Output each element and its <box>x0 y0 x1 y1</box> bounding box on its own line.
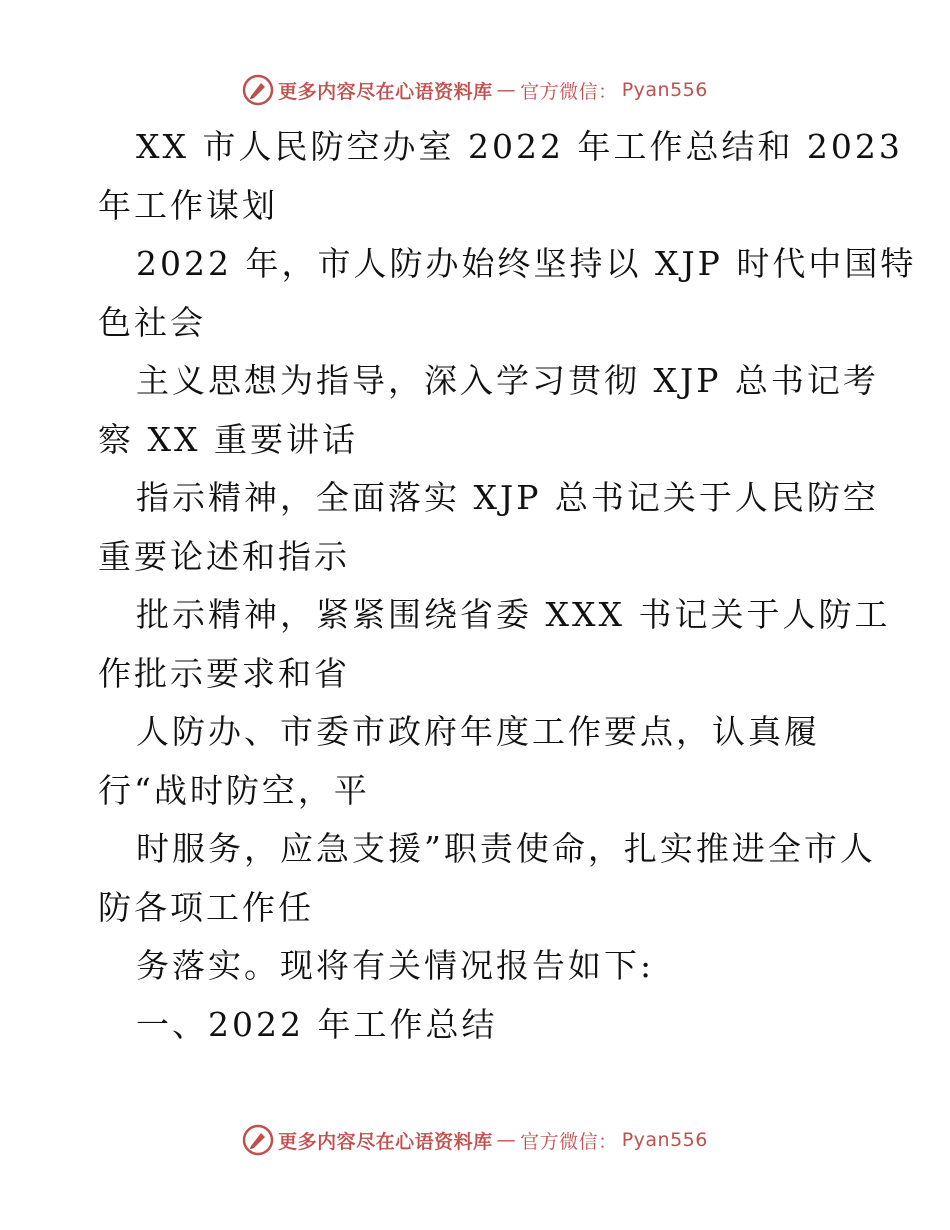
banner-main-text: 更多内容尽在心语资料库 <box>278 1130 493 1153</box>
document-line: 指示精神，全面落实 XJP 总书记关于人民防空 <box>136 478 879 517</box>
banner-wechat-id: Pyan556 <box>621 79 708 101</box>
document-line: 色社会 <box>98 302 206 342</box>
document-line: 察 XX 重要讲话 <box>98 419 358 459</box>
document-line: 行“战时防空，平 <box>98 770 370 810</box>
banner-dash: — <box>496 79 517 101</box>
pen-nib-logo-icon <box>242 74 274 106</box>
header-banner <box>0 70 950 110</box>
banner-dash: — <box>496 1129 517 1151</box>
document-line: 年工作谋划 <box>98 185 278 225</box>
banner-main-text: 更多内容尽在心语资料库 <box>278 80 493 103</box>
document-line: 2022 年，市人防办始终坚持以 XJP 时代中国特 <box>136 244 917 283</box>
document-line: 作批示要求和省 <box>98 653 350 693</box>
document-line: 一、2022 年工作总结 <box>136 1004 498 1044</box>
banner-wechat-label: 官方微信： <box>520 80 618 103</box>
pen-nib-logo-icon <box>242 1124 274 1156</box>
banner-wechat-label: 官方微信： <box>520 1130 618 1153</box>
document-line: 重要论述和指示 <box>98 536 350 576</box>
document-line: XX 市人民防空办室 2022 年工作总结和 2023 <box>136 127 903 166</box>
document-line: 务落实。现将有关情况报告如下: <box>136 946 655 985</box>
document-line: 防各项工作任 <box>98 887 314 927</box>
document-line: 主义思想为指导，深入学习贯彻 XJP 总书记考 <box>136 361 879 400</box>
footer-banner <box>0 1120 950 1160</box>
document-body <box>98 118 917 1054</box>
banner-wechat-id: Pyan556 <box>621 1129 708 1151</box>
document-line: 时服务，应急支援”职责使命，扎实推进全市人 <box>136 829 876 868</box>
document-line: 人防办、市委市政府年度工作要点，认真履 <box>136 712 820 751</box>
document-line: 批示精神，紧紧围绕省委 XXX 书记关于人防工 <box>136 595 891 634</box>
